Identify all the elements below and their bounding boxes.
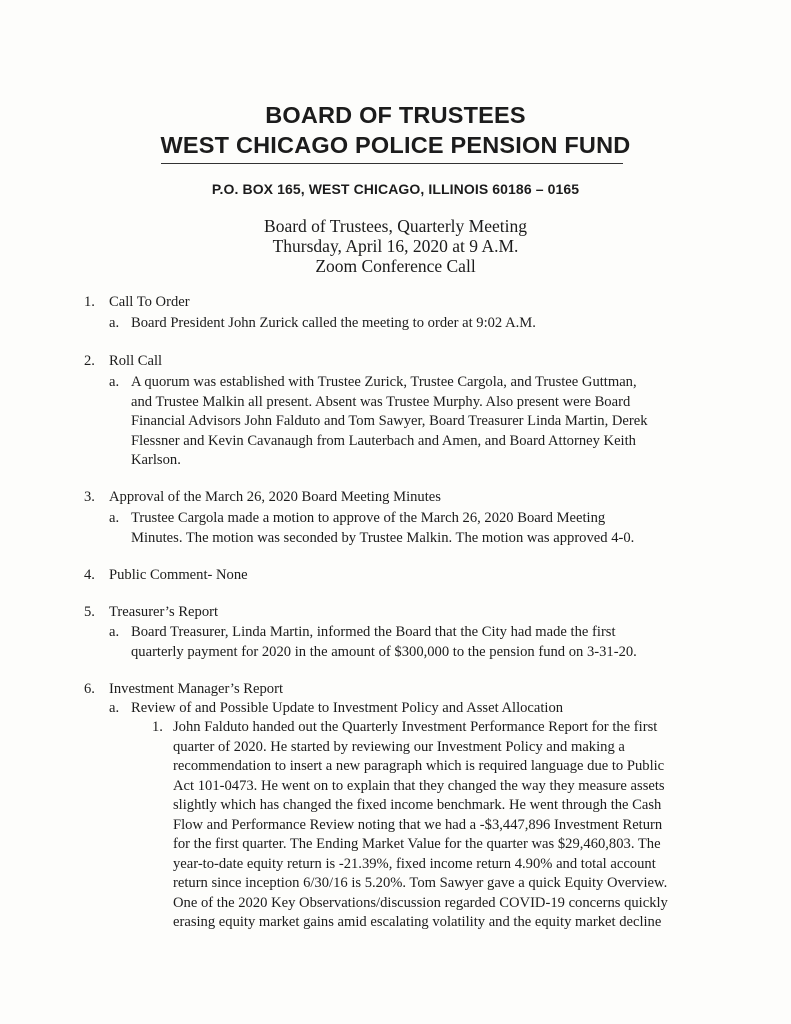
item-heading: Treasurer’s Report [109,604,219,620]
text-line: Flessner and Kevin Cavanaugh from Lauterbach and Amen, and Board Attorney Keith [131,432,636,449]
title-divider [161,163,623,164]
sub-item-text [131,623,691,662]
text-line: slightly which has changed the fixed income benchmark. He went through the Cash [173,797,662,813]
item-heading: Public Comment- None [109,567,248,583]
text-line: Board Treasurer, Linda Martin, informed the Board that the City had made the first [131,624,616,640]
item-heading: Approval of the March 26, 2020 Board Meeting Minutes [109,489,441,505]
text-line: and Trustee Malkin all present. Absent was Trustee Murphy. Also present were Board [131,393,631,410]
item-number: 4. [84,567,95,583]
text-line: quarterly payment for 2020 in the amount of $300,000 to the pension fund on 3-31-20. [131,643,637,660]
text-line: Financial Advisors John Falduto and Tom Sawyer, Board Treasurer Linda Martin, Derek [131,413,648,429]
item-heading: Investment Manager’s Report [109,681,283,697]
item-number: 2. [84,353,95,369]
text-line: year-to-date equity return is -21.39%, fixed income return 4.90% and total account [173,855,656,872]
item-number: 1. [84,294,95,310]
sub-sub-item-number: 1. [152,719,163,735]
document-title-line-2: WEST CHICAGO POLICE PENSION FUND [160,132,631,158]
text-line: Flow and Performance Review noting that we had a -$3,447,896 Investment Return [173,816,663,833]
text-line: quarter of 2020. He started by reviewing our Investment Policy and making a [173,738,625,755]
meeting-location: Zoom Conference Call [315,256,476,276]
text-line: Minutes. The motion was seconded by Trustee Malkin. The motion was approved 4-0. [131,529,635,546]
item-number: 3. [84,489,95,505]
sub-item-letter: a. [109,624,120,640]
text-line: return since inception 6/30/16 is 5.20%. Tom Sawyer gave a quick Equity Overview. [173,875,668,891]
text-line: John Falduto handed out the Quarterly Investment Performance Report for the first [173,719,658,735]
item-number: 5. [84,604,95,620]
sub-sub-item-text [173,718,693,933]
item-number: 6. [84,681,95,697]
sub-item-text [131,373,691,471]
text-line: Trustee Cargola made a motion to approve of the March 26, 2020 Board Meeting [131,510,606,526]
text-line: Review of and Possible Update to Investment Policy and Asset Allocation [131,700,564,716]
document-title-line-1: BOARD OF TRUSTEES [265,102,526,128]
text-line: erasing equity market gains amid escalating volatility and the equity market decline [173,914,662,930]
text-line: for the first quarter. The Ending Market Value for the quarter was $29,460,803. The [173,836,661,852]
sub-item-text [131,509,691,548]
sub-item-text [131,699,691,719]
sub-item-text [131,314,691,334]
item-heading: Call To Order [109,294,190,310]
text-line: Board President John Zurick called the meeting to order at 9:02 A.M. [131,315,536,331]
meeting-info [0,216,791,276]
text-line: One of the 2020 Key Observations/discussion regarded COVID-19 concerns quickly [173,894,668,911]
text-line: Karlson. [131,452,181,468]
sub-item-letter: a. [109,700,120,716]
item-heading: Roll Call [109,353,163,369]
meeting-date: Thursday, April 16, 2020 at 9 A.M. [272,236,519,256]
meeting-type: Board of Trustees, Quarterly Meeting [264,216,527,236]
sub-item-letter: a. [109,510,120,526]
mailing-address: P.O. BOX 165, WEST CHICAGO, ILLINOIS 60186 – 0165 [211,181,580,197]
sub-item-letter: a. [109,374,120,390]
text-line: recommendation to insert a new paragraph which is required language due to Public [173,758,665,774]
text-line: Act 101-0473. He went on to explain that they changed the way they measure assets [173,777,665,794]
text-line: A quorum was established with Trustee Zurick, Trustee Cargola, and Trustee Guttman, [131,374,637,390]
sub-item-letter: a. [109,315,120,331]
